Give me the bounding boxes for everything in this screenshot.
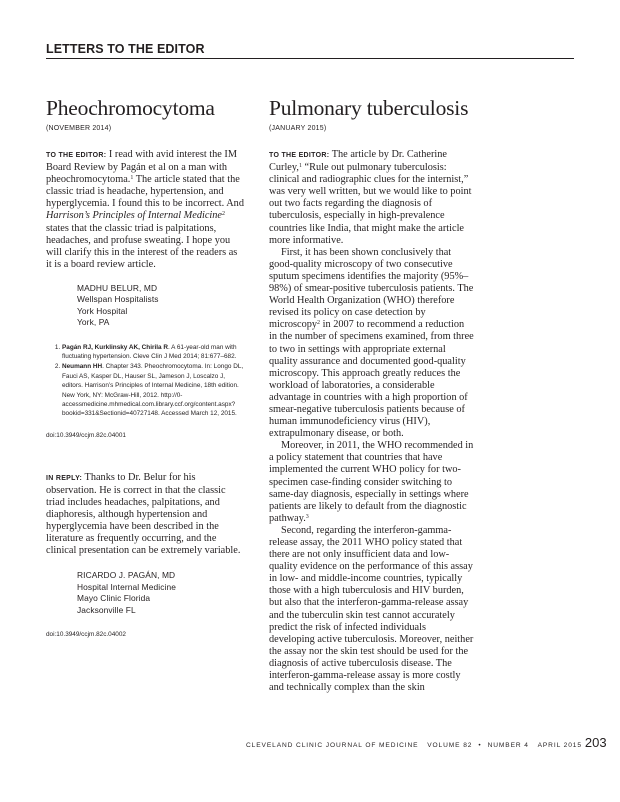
journal-name: CLEVELAND CLINIC JOURNAL OF MEDICINE (246, 742, 419, 749)
reference-authors: Neumann HH (62, 363, 103, 371)
letter-date: (NOVEMBER 2014) (46, 125, 112, 132)
reply-lead: IN REPLY: (46, 474, 83, 482)
citation-marker: 2 (317, 320, 321, 327)
letter-lead: TO THE EDITOR: (269, 152, 330, 159)
letter-text: The article by Dr. Catherine Curley, (269, 149, 447, 174)
signature-line: York, PA (77, 317, 110, 328)
doi: doi:10.3949/ccjm.82c.04002 (46, 631, 126, 639)
volume: VOLUME 82 (427, 742, 473, 749)
reply-signature (77, 570, 244, 616)
citation-marker: 2 (221, 211, 225, 218)
signature-line: Mayo Clinic Florida (77, 593, 151, 604)
letter-title: Pheochromocytoma (46, 96, 215, 120)
page-number: 203 (584, 735, 607, 750)
reply-paragraph (46, 472, 244, 558)
reference-text: . A 61-year-old man with fluctuating hypertension. Cleve Clin J Med 2014; 81:677–682. (62, 343, 237, 360)
letter-title: Pulmonary tuberculosis (269, 96, 469, 120)
right-column (269, 96, 474, 694)
letter-lead: TO THE EDITOR: (46, 152, 107, 159)
section-header: LETTERS TO THE EDITOR (46, 40, 574, 59)
issue-number: NUMBER 4 (487, 742, 529, 749)
letter-text: The article stated that the classic triad is headache, hypertension, and hyperglycemia. I found this to be incorrect. And (46, 174, 244, 210)
letter-text: “Rule out pulmonary tuberculosis: clinical and radiographic clues for the internist,” was very well written, but we would like to point out two facts regarding the diagnosis of tuberculosis, especially in high-prevalence countries like India, that might make the article more informative. (269, 162, 472, 246)
page-footer (246, 735, 607, 753)
letter-paragraph (269, 149, 474, 247)
letter-date: (JANUARY 2015) (269, 125, 327, 132)
citation-marker: 1 (298, 163, 302, 170)
book-title: Harrison’s Principles of Internal Medicine (46, 210, 222, 222)
letter-paragraph (269, 247, 474, 441)
signature-line: RICARDO J. PAGÁN, MD (77, 570, 176, 581)
signature-line: Hospital Internal Medicine (77, 581, 176, 592)
author-signature (77, 283, 244, 329)
bullet-separator: • (478, 742, 482, 749)
letter-paragraph (46, 149, 244, 271)
reply-text: Thanks to Dr. Belur for his observation. He is correct in that the classic triad includes headaches, palpitations, and diaphoresis, although hypertension and hyperglycemia have been described in the literature as frequently occurring, and the clinical presentation can be extremely variable. (46, 471, 241, 557)
citation-marker: 3 (305, 513, 309, 520)
reference-item (62, 362, 244, 418)
letter-paragraph (269, 440, 474, 525)
letter-text: First, it has been shown conclusively that good-quality microscopy of two consecutive sputum specimens identifies the majority (95%–98%) of smear-positive tuberculosis patients. The World Health Organization (WHO) therefore revised its policy on case detection by microscopy (269, 246, 474, 331)
left-column (46, 96, 244, 639)
letter-text: I read with avid interest the IM Board Review by Pagán et al on a man with pheochromocytoma. (46, 149, 238, 186)
citation-marker: 1 (130, 175, 134, 182)
doi: doi:10.3949/ccjm.82c.04001 (46, 431, 126, 439)
letter-text: Moreover, in 2011, the WHO recommended in a policy statement that countries that have implemented the current WHO policy for two-specimen case-finding consider switching to same-day diagnosis, especially in settings where patients are likely to default from the diagnostic pathway. (269, 440, 474, 524)
reference-list (46, 343, 244, 419)
reference-text: . Chapter 343. Pheochromocytoma. In: Longo DL, Fauci AS, Kasper DL, Hauser SL, Jameson J, Loscalzo J, editors. Harrison’s Principles of Internal Medicine, 18th edition. New York, NY: McGraw-Hill, 2012. http://0-accessmedicine.mhmedical.com.library.ccf.org/content.aspx?bookid=331&Sectionid=40727148. Accessed March 12, 2015. (62, 363, 244, 418)
letter-text: states that the classic triad is palpitations, headaches, and profuse sweating. I hope you will clarify this in the interest of the readers as it is a board review article. (46, 222, 238, 270)
signature-line: York Hospital (77, 305, 128, 316)
signature-line: Wellspan Hospitalists (77, 294, 159, 305)
issue-date: APRIL 2015 (537, 742, 582, 749)
reference-item (62, 343, 244, 362)
letter-text: in 2007 to recommend a reduction in the number of specimens examined, from three to two in settings with appropriate external quality assurance and documented good-quality microscopy. This approach greatly reduces the workload of laboratories, a considerable advantage in countries with a high proportion of smear-negative tuberculosis patients because of human immunodeficiency virus (HIV), extrapulmonary disease, or both. (269, 319, 474, 440)
signature-line: MADHU BELUR, MD (77, 282, 158, 293)
reference-authors: Pagán RJ, Kurklinsky AK, Chirila R (62, 343, 168, 351)
signature-line: Jacksonville FL (77, 604, 136, 615)
letter-paragraph: Second, regarding the interferon-gamma-release assay, the 2011 WHO policy stated that there are not only insufficient data and low-quality evidence on the performance of this assay in low- and middle-income countries, typically those with a high tuberculosis and HIV burden, but also that the interferon-gamma-release assay and the tuberculin skin test cannot accurately predict the risk of infected individuals developing active tuberculosis. Moreover, neither the assay nor the skin test should be used for the diagnosis of active tuberculosis disease. The interferon-gamma-release assay is more costly and technically complex than the skin (269, 524, 474, 694)
